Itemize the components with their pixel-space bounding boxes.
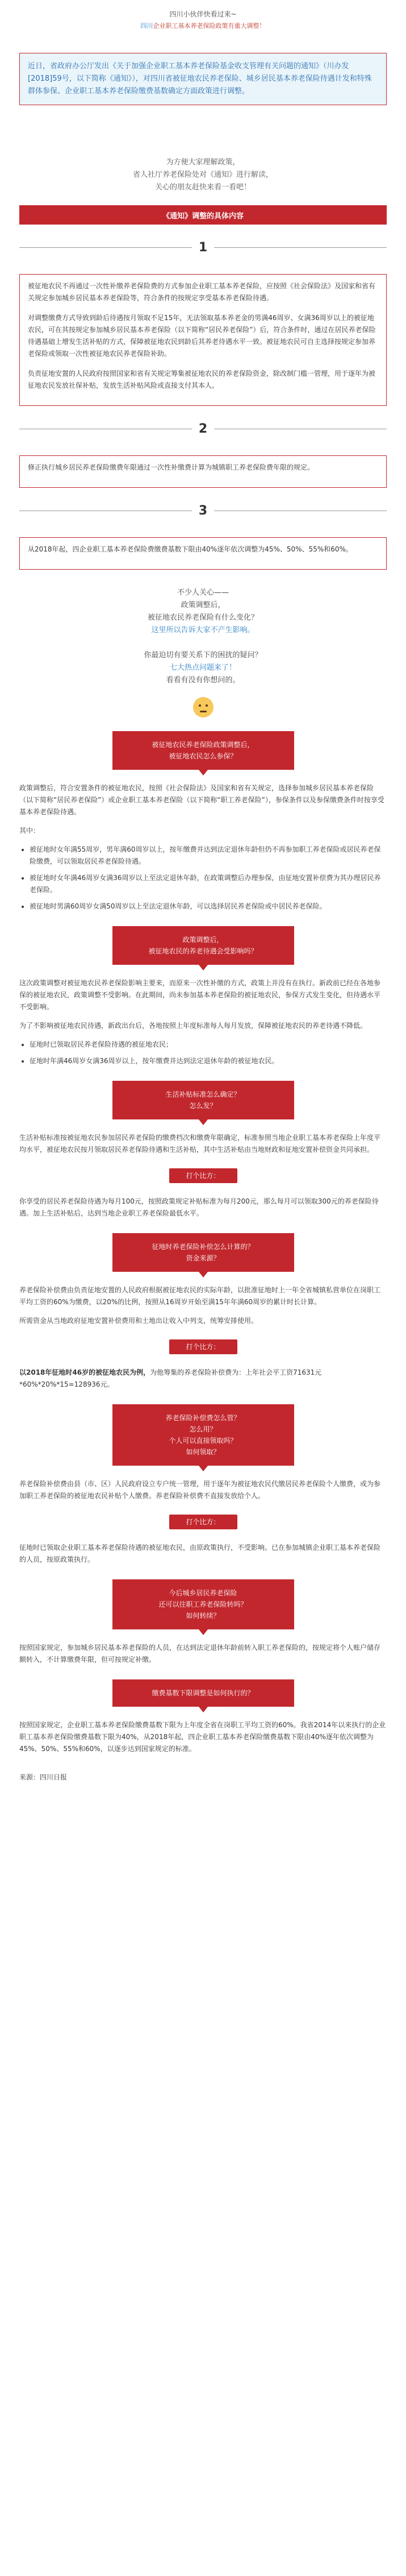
block-paragraph: 从2018年起，四企业职工基本养老保险费缴费基数下限由40%逐年依次调整为45%、50%、55%和60%。: [28, 545, 353, 553]
content-block-3: [19, 537, 387, 570]
question-line: 如何领取？: [186, 1448, 220, 1456]
faq-intro: [0, 587, 406, 687]
faq-line: 不少人关心——: [177, 588, 229, 597]
answer-list-item: • 被征地时女年满46周岁女满36周岁以上至法定退休年龄，在政策调整后办理参保，由征地安置补偿费为其办理居民养老保险。: [30, 872, 387, 896]
content-block-2: [19, 455, 387, 488]
block-paragraph: 负责征地安置的人民政府按照国家和省有关规定筹集被征地农民的养老保险资金，除改制门槛一管理，用于逐年为被征地农民发放社保补贴，发放生活补贴风险或直接支付其本人。: [28, 370, 376, 389]
question-line: 缴费基数下限调整是如何执行的？: [152, 1689, 254, 1697]
answer-paragraph: 这次政策调整对被征地农民养老保险影响主要来，而原来一次性补缴的方式，政策上并没有在执行。新政前已经在各地参保的被征地农民，政策调整不受影响。在此期间，尚未参加基本养老保险的被征地农民，参保方式发生变化，但待遇水平不受影响。: [19, 979, 381, 1011]
intro-box: 近日，省政府办公厅发出《关于加强企业职工基本养老保险基金收支管理有关问题的通知》（川办发[2018]59号，以下简称《通知》），对四川省被征地农民养老保险、城乡居民基本养老保险待遇计发和特殊群体参保、企业职工基本养老保险缴费基数确定方面政策进行调整。: [19, 53, 387, 105]
answer-paragraph: 生活补贴标准按被征地农民参加居民养老保险的缴费档次和缴费年限确定，标准参照当地企业职工基本养老保险上年度平均水平，被征地农民按月领取居民养老保险待遇和生活补贴，其中生活补贴由当地财政和征地安置补偿资金共同承担。: [19, 1134, 381, 1154]
thinking-emoji-icon: [193, 697, 214, 717]
example-3: [19, 1542, 387, 1566]
example-2: [19, 1367, 387, 1391]
question-line: 被征地农民养老保险政策调整后，: [152, 741, 254, 749]
question-box: [112, 1404, 294, 1466]
account-name: 四川小伙伴快看过来~: [169, 10, 237, 18]
question-line: 被征地农民的养老待遇会受影响吗？: [148, 947, 258, 955]
source-value: 四川日报: [40, 1773, 68, 1781]
question-box: [112, 731, 294, 770]
answer-list-item: • 被征地时女年满55周岁，男年满60周岁以上，按年缴费并达到法定退休年龄但仍不再参加职工养老保险或居民养老保险缴费，可以领取居民养老保险待遇。: [30, 844, 387, 868]
block-paragraph: 被征地农民不再通过一次性补缴养老保险费的方式参加企业职工基本养老保险，应按照《社会保险法》及国家和省有关规定参加城乡居民基本养老保险等，符合条件的按规定享受基本养老保险待遇。: [28, 282, 376, 302]
intro-poem: [0, 156, 406, 194]
answer-6: [19, 1642, 387, 1666]
answer-3: [19, 1132, 387, 1156]
number-label: 1: [198, 240, 208, 255]
example-text: 为他筹集的养老保险补偿费为：上年社会平工资71631元*60%*20%*15=128936元。: [19, 1368, 322, 1388]
question-box: [112, 926, 294, 965]
question-line: 征地时养老保险补偿怎么计算的？: [152, 1243, 254, 1251]
question-line: 生活补贴标准怎么确定？: [165, 1090, 241, 1098]
answer-2: [19, 977, 387, 1067]
example-1: [19, 1196, 387, 1219]
example-paragraph: 征地时已领取企业职工基本养老保险待遇的被征地农民，由原政策执行，不受影响。已在参加城镇企业职工基本养老保险的人员，按原政策执行。: [19, 1544, 381, 1563]
question-line: 政策调整后，: [182, 936, 224, 944]
question-line: 还可以往职工养老保险转吗？: [158, 1600, 248, 1608]
faq-line: 七大热点问题来了！: [169, 663, 236, 672]
faq-line: 政策调整后，: [181, 601, 225, 609]
answer-paragraph: 所需资金从当地政府征地安置补偿费用和土地出让收入中列支，统筹安排使用。: [19, 1317, 258, 1325]
question-box: [112, 1579, 294, 1629]
content-block-1: [19, 274, 387, 406]
answer-list-item: • 征地时已领取居民养老保险待遇的被征地农民；: [30, 1039, 387, 1051]
answer-paragraph: 养老保险补偿费由县（市、区）人民政府设立专户统一管理，用于逐年为被征地农民代缴居民养老保险个人缴费，或为参加职工养老保险的被征地农民补贴个人缴费。养老保险补偿费不直接发放给个人。: [19, 1480, 381, 1500]
section-banner: 《通知》调整的具体内容: [19, 205, 387, 225]
question-line: 如何转续？: [186, 1612, 220, 1620]
example-pill: 打个比方：: [169, 1339, 237, 1354]
source-label: 来源：: [19, 1773, 40, 1781]
question-line: 怎么发？: [189, 1102, 217, 1110]
faq-line: 你最迫切有要关系下的困扰的疑问？: [144, 651, 262, 659]
subtitle-prefix: 四川: [140, 22, 153, 30]
example-pill: 打个比方：: [169, 1515, 237, 1529]
poem-line: 为方便大家理解政策，: [166, 158, 240, 167]
answer-list: [19, 844, 387, 912]
answer-paragraph: 按照国家规定，企业职工基本养老保险缴费基数下限为上年度全省在岗职工平均工资的60%。我省2014年以来执行的企业职工基本养老保险缴费基数下限为40%，从2018年起，四企业职工基本养老保险缴费基数下限由40%逐年依次调整为45%、50%、55%和60%，以逐步达到国家规定的标准。: [19, 1721, 386, 1753]
poem-line: 关心的朋友赶快来看一看吧！: [154, 183, 251, 192]
answer-5: [19, 1478, 387, 1502]
faq-line: 这里所以告诉大家不产生影响。: [151, 626, 255, 634]
answer-paragraph: 其中：: [19, 827, 40, 835]
answer-paragraph: 政策调整后，符合安置条件的被征地农民，按照《社会保险法》及国家和省有关规定，选择参加城乡居民基本养老保险（以下简称“居民养老保险”）或企业职工基本养老保险（以下简称“职工养老保险”），参保条件以及参保缴费条件时按享受基本养老保险待遇。: [19, 784, 384, 816]
example-title: 以2018年征地时46岁的被征地农民为例，: [19, 1368, 150, 1376]
answer-paragraph: 为了不影响被征地农民待遇，新政出台后，各地按照上年度标准每人每月发放，保障被征地农民的养老待遇不降低。: [19, 1022, 367, 1030]
example-pill: 打个比方：: [169, 1168, 237, 1183]
answer-paragraph: 养老保险补偿费由负责征地安置的人民政府根据被征地农民的实际年龄，以批准征地时上一年全省城镇私营单位在岗职工平均工资的60%为缴费，以20%的比例，按照从16周岁开始至满15年年满60周岁的累计时长计算。: [19, 1286, 381, 1306]
answer-4: [19, 1284, 387, 1327]
example-paragraph: 你享受的居民养老保险待遇为每月100元，按照政策规定补贴标准为每月200元，那么每月可以领取300元的养老保险待遇。加上生活补贴后，达到当地企业职工养老保险最低水平。: [19, 1197, 379, 1217]
question-line: 养老保险补偿费怎么管？: [165, 1414, 241, 1422]
number-divider: [19, 422, 387, 436]
answer-list-item: • 征地时年满46周岁女满36周岁以上，按年缴费并达到法定退休年龄的被征地农民。: [30, 1055, 387, 1067]
question-box: [112, 1233, 294, 1272]
number-label: 3: [198, 504, 208, 518]
question-line: 被征地农民怎么参保？: [169, 752, 237, 760]
number-label: 2: [198, 422, 208, 436]
block-paragraph: 对调整缴费方式导致到龄后待遇按月领取不足15年，无法领取基本养老金的男满46周岁、女满36周岁以上的被征地农民，可在其按规定参加城乡居民基本养老保险（以下简称“居民养老保险”）后，符合条件时，通过在居民养老保险待遇基础上增发生活补贴的方式，保障被征地农民到龄后其养老待遇水平一致。被征地农民可自主选择按规定参加养老保险或领取一次性被征地农民养老保险补助。: [28, 314, 376, 358]
answer-paragraph: 按照国家规定，参加城乡居民基本养老保险的人员，在达到法定退休年龄前转入职工养老保险的，按规定将个人账户储存额转入，不计算缴费年限，但可按规定补缴。: [19, 1644, 381, 1664]
question-line: 资金来源？: [186, 1254, 220, 1262]
answer-list: [19, 1039, 387, 1067]
question-box: [112, 1081, 294, 1119]
answer-7: [19, 1719, 387, 1755]
subtitle-highlight: 企业职工基本养老保险政策有重大调整！: [153, 22, 266, 30]
faq-line: 被征地农民养老保险有什么变化？: [147, 613, 258, 622]
poem-line: 省人社厅养老保险处对《通知》进行解读，: [132, 171, 273, 179]
faq-line: 看看有没有你想问的。: [166, 676, 240, 685]
question-line: 怎么用？: [189, 1425, 217, 1433]
number-divider: [19, 504, 387, 518]
article-subtitle: [0, 21, 406, 30]
example-paragraph: [19, 1367, 387, 1391]
answer-list-item: • 被征地时男满60周岁女满50周岁以上至法定退休年龄，可以选择居民养老保险或中居民养老保险。: [30, 901, 387, 912]
question-line: 个人可以直接领取吗？: [169, 1437, 237, 1445]
number-divider: [19, 240, 387, 255]
answer-1: [19, 782, 387, 912]
question-line: 今后城乡居民养老保险: [169, 1589, 237, 1597]
block-paragraph: 修正执行城乡居民养老保险缴费年限通过一次性补缴费计算为城镇职工养老保险费年限的规定。: [28, 463, 315, 471]
question-box: [112, 1679, 294, 1707]
article-source: [19, 1772, 387, 1782]
article-header: [0, 0, 406, 30]
faq-line: [0, 637, 406, 649]
